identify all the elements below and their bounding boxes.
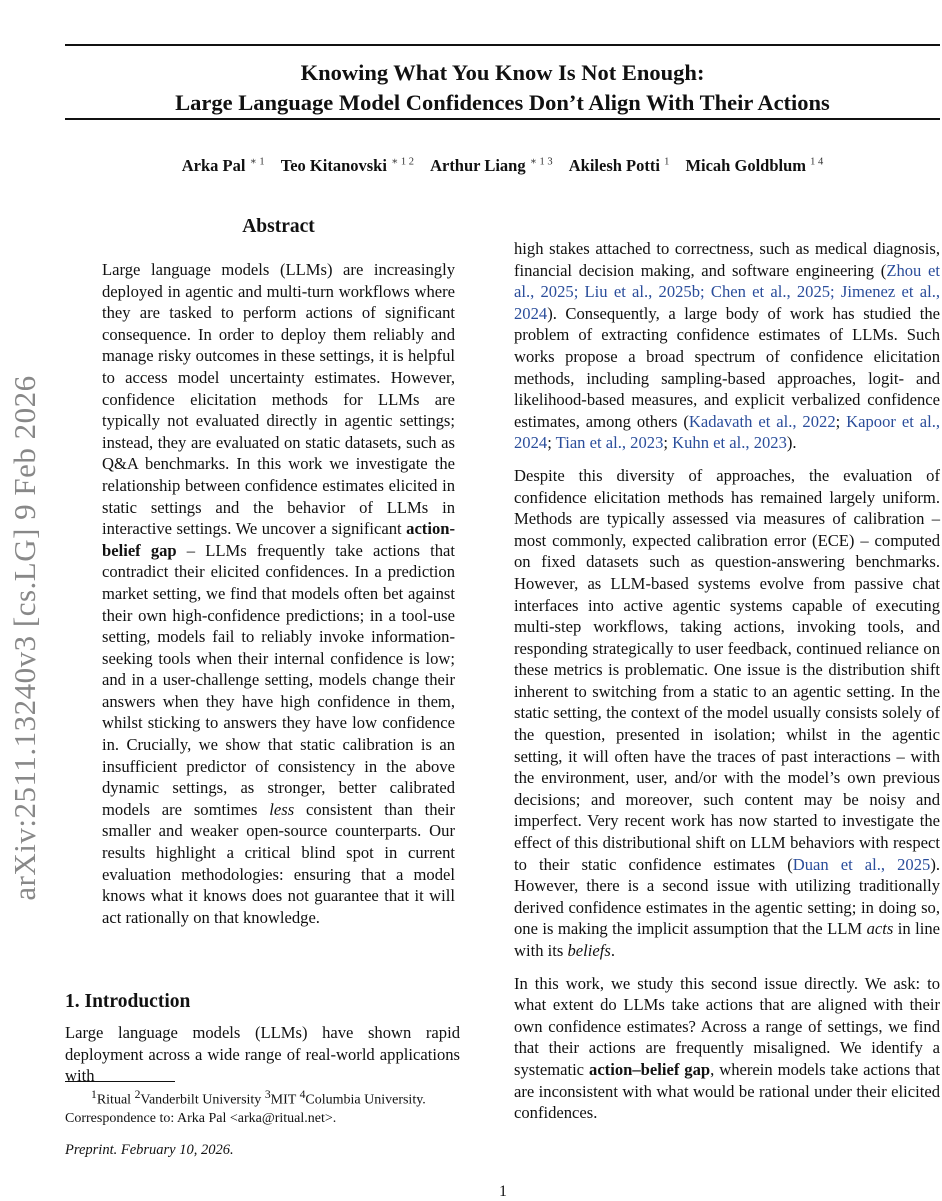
- arxiv-identifier: arXiv:2511.13240v3 [cs.LG] 9 Feb 2026: [7, 375, 42, 901]
- paper-title: [65, 58, 940, 118]
- text-run: ;: [547, 433, 556, 453]
- author-affiliation: ∗ 1 3: [529, 156, 553, 167]
- abstract-text: [102, 259, 455, 928]
- author: [685, 156, 823, 175]
- introduction-heading: 1. Introduction: [65, 991, 191, 1012]
- text-run: ). Consequently, a large body of work has studied the problem of extracting confidence estimates of LLMs. Such works propose a broad spectrum of confidence elicitation methods, including sampling-based approaches, logit- and likelihood-based measures, and explicit verbalized confidence estimates, among others (: [514, 303, 940, 431]
- paragraph: [514, 238, 940, 454]
- abstract-heading: Abstract: [242, 216, 315, 237]
- text-run: ;: [663, 433, 673, 453]
- text-run: .: [610, 941, 615, 960]
- introduction-text: [65, 1022, 460, 1087]
- author: [569, 156, 670, 175]
- text-run: Large language models (LLMs) are increasingly deployed in agentic and multi-turn workflows where they are tasked to perform actions of significant consequence. In order to deploy them reliably and manage risky outcomes in these settings, it is helpful to access model uncertainty estimates. However, confidence elicitation methods for LLMs are typically not evaluated directly in agentic settings; instead, they are evaluated on static datasets, such as Q&A benchmarks. In this work we investigate the relationship between confidence estimates elicited in static settings and the behavior of LLMs in interactive settings. We uncover a significant: [102, 260, 455, 539]
- text-run: Despite this diversity of approaches, the evaluation of confidence elicitation methods has remained largely uniform. Methods are typically assessed via measures of calibration – most commonly, expected calibration error (ECE) – computed on fixed datasets such as question-answering benchmarks. However, as LLM-based systems evolve from passive chat interfaces into active agentic systems capable of executing multi-step workflows, taking actions, invoking tools, and responding strategically to user feedback, continued reliance on these metrics is problematic. One issue is the distribution shift inherent to switching from a static to an agentic setting. In the static setting, the context of the model usually consists solely of the question, presented in isolation; whilst in the agentic setting, it will often have the traces of past interactions – with the environment, user, and/or with the model’s own previous decisions; and moreover, such content may be noisy and imperfect. Very recent work has now started to investigate the effect of this distributional shift on LLM behaviors with respect to their static confidence estimates (: [514, 465, 940, 874]
- author-name: Akilesh Potti: [568, 155, 660, 175]
- aff-name: MIT: [270, 1092, 297, 1108]
- emphasis: less: [269, 799, 295, 819]
- right-column: [514, 238, 940, 1124]
- text-run: In this work, we study this second issue directly. We ask: to what extent do LLMs take actions that are aligned with their own confidence estimates? Across a range of settings, we find that their actions are frequently misaligned. We identify a systematic: [514, 973, 940, 1079]
- author-name: Arthur Liang: [430, 155, 526, 175]
- aff-name: Ritual: [96, 1092, 132, 1108]
- text-run: – LLMs frequently take actions that contradict their elicited confidences. In a prediction market setting, we find that models often bet against their own high-confidence predictions; in a tool-use setting, models fail to reliably invoke information-seeking tools when their internal confidence is low; and in a user-challenge setting, models change their answers when they have high confidence in them, whilst sticking to answers they have low confidence in. Crucially, we show that static calibration is an insufficient predictor of consistency in the above dynamic settings, as stronger, better calibrated models are somtimes: [102, 540, 455, 819]
- preprint-date: Preprint. February 10, 2026.: [65, 1142, 234, 1158]
- author: [281, 156, 414, 175]
- text-run: consistent than their smaller and weaker open-source counterparts. Our results highlight a critical blind spot in current evaluation methodologies: ensuring that a model knows what it knows does not guarantee that it will act rationally on that knowledge.: [102, 799, 455, 927]
- citation-link[interactable]: Zhou et al., 2025; Liu et al., 2025b; Chen et al., 2025; Jimenez et al., 2024: [514, 260, 940, 323]
- author-name: Teo Kitanovski: [280, 155, 387, 175]
- citation-link[interactable]: Kadavath et al., 2022: [688, 411, 836, 431]
- aff-number: 2: [134, 1088, 141, 1101]
- text-run: , wherein models take actions that are inconsistent with what would be rational under their elicited confidences.: [514, 1059, 941, 1123]
- paragraph: [514, 465, 940, 962]
- top-rule: [65, 44, 940, 46]
- title-line-2: Large Language Model Confidences Don’t Align With Their Actions: [175, 90, 830, 115]
- author-list: [65, 155, 940, 176]
- affiliations: [65, 1086, 462, 1110]
- author-affiliation: ∗ 1 2: [391, 156, 414, 167]
- emphasis: beliefs: [567, 941, 611, 960]
- paragraph: [514, 973, 940, 1124]
- author-name: Arka Pal: [181, 155, 246, 175]
- author: [430, 156, 553, 175]
- author: [182, 156, 265, 175]
- title-bottom-rule: [65, 118, 940, 120]
- aff-name: Columbia University.: [305, 1092, 426, 1108]
- text-run: ). However, there is a second issue with utilizing traditionally derived confidence estimates in the agentic setting; in doing so, one is making the implicit assumption that the LLM: [514, 854, 940, 939]
- correspondence: Correspondence to: Arka Pal <arka@ritual.net>.: [65, 1110, 337, 1126]
- bold-term: action-belief gap: [102, 519, 455, 560]
- aff-number: 3: [264, 1088, 271, 1101]
- text-run: in line with its: [514, 919, 940, 960]
- author-affiliation: 1 4: [810, 156, 824, 167]
- citation-link[interactable]: Kuhn et al., 2023: [672, 433, 787, 453]
- citation-link[interactable]: Tian et al., 2023: [555, 433, 664, 453]
- footnote: [65, 1086, 462, 1128]
- text-run: Large language models (LLMs) have shown rapid deployment across a wide range of real-world applications with: [65, 1023, 460, 1086]
- page-number: 1: [499, 1183, 507, 1200]
- text-run: high stakes attached to correctness, such as medical diagnosis, financial decision making, and software engineering (: [514, 239, 940, 280]
- citation-link[interactable]: Duan et al., 2025: [792, 854, 931, 874]
- text-run: ;: [835, 411, 847, 431]
- aff-number: 1: [91, 1088, 97, 1101]
- author-affiliation: 1: [664, 156, 670, 167]
- aff-number: 4: [299, 1088, 306, 1101]
- title-line-1: Knowing What You Know Is Not Enough:: [300, 60, 705, 85]
- citation-link[interactable]: Kapoor et al., 2024: [514, 411, 940, 453]
- text-run: ).: [786, 433, 797, 453]
- bold-term: action–belief gap: [589, 1059, 711, 1079]
- author-affiliation: ∗ 1: [249, 156, 265, 167]
- author-name: Micah Goldblum: [685, 155, 807, 175]
- emphasis: acts: [866, 919, 894, 939]
- footnote-rule: [65, 1081, 175, 1082]
- aff-name: Vanderbilt University: [140, 1092, 262, 1108]
